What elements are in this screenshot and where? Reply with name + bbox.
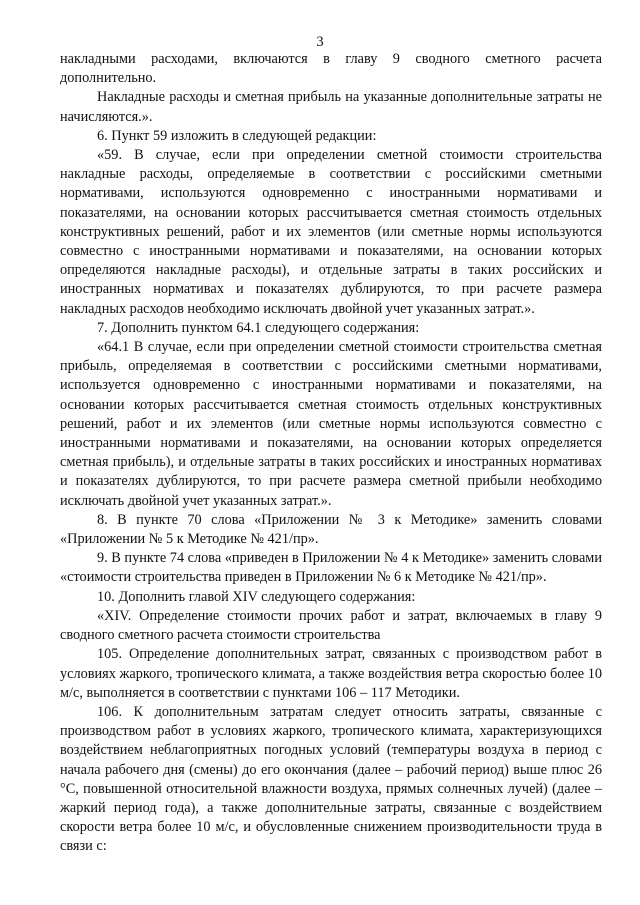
paragraph-clause-106: 106. К дополнительным затратам следует относить затраты, связанные с производством работ в условиях жаркого, тропического климата, характеризующихся воздействием неблагоприятных погодных условий (температуры воздуха в период с начала рабочего дня (смены) до его окончания (далее – рабочий период) выше плюс 26 °С, повышенной относительной влажности воздуха, прямых солнечных лучей) (далее – жаркий период года), а также дополнительные затраты, связанные с воздействием скорости ветра более 10 м/с, и обусловленные снижением производительности труда в связи с:	[60, 703, 602, 855]
paragraph-clause-105: 105. Определение дополнительных затрат, связанных с производством работ в условиях жаркого, тропического климата, а также воздействия ветра скоростью более 10 м/с, выполняется в соответствии с пунктами 106 – 117 Методики.	[60, 646, 602, 701]
paragraph-clause-64-1: «64.1 В случае, если при определении сметной стоимости строительства сметная прибыль, определяемая в соответствии с российскими сметными нормативами, используется одновременно с иностранными нормативами и показателями, на основании которых рассчитывается сметная стоимость отдельных конструктивных решений, работ и их элементов (или сметные нормы используются совместно с иностранными нормативами и показателями, на основании которых определяется сметная прибыль), и отдельные затраты в таких российских и иностранных нормативах и показателях дублируются, то при расчете размера сметной прибыли необходимо исключать двойной учет указанных затрат.».	[60, 339, 602, 509]
paragraph-item-6: 6. Пункт 59 изложить в следующей редакции:	[97, 127, 377, 144]
paragraph-item-10: 10. Дополнить главой XIV следующего содержания:	[97, 588, 416, 605]
paragraph-clause-59: «59. В случае, если при определении сметной стоимости строительства накладные расходы, определяемые в соответствии с российскими сметными нормативами, используются одновременно с иностранными нормативами и показателями, на основании которых рассчитывается сметная стоимость отдельных конструктивных решений, работ и их элементов (или сметные нормы используются совместно с иностранными нормативами и показателями, на основании которых определяются накладные расходы), и отдельные затраты в таких российских и иностранных нормативах и показателях дублируются, то при расчете размера накладных расходов необходимо исключать двойной учет указанных затрат.».	[60, 147, 602, 317]
paragraph-item-9: 9. В пункте 74 слова «приведен в Приложении № 4 к Методике» заменить словами «стоимости строительства приведен в Приложении № 6 к Методике № 421/пр».	[60, 550, 602, 586]
paragraph-overhead-note: Накладные расходы и сметная прибыль на указанные дополнительные затраты не начисляются.».	[60, 89, 602, 125]
paragraph-continuation: накладными расходами, включаются в главу 9 сводного сметного расчета дополнительно.	[60, 51, 602, 87]
document-body	[60, 50, 602, 857]
page-number: 3	[316, 34, 324, 50]
paragraph-item-8: 8. В пункте 70 слова «Приложении № 3 к Методике» заменить словами «Приложении № 5 к Методике № 421/пр».	[60, 511, 602, 548]
paragraph-item-7: 7. Дополнить пунктом 64.1 следующего содержания:	[97, 319, 420, 336]
paragraph-chapter-xiv-title: «XIV. Определение стоимости прочих работ и затрат, включаемых в главу 9 сводного сметного расчета стоимости строительства	[60, 607, 602, 644]
